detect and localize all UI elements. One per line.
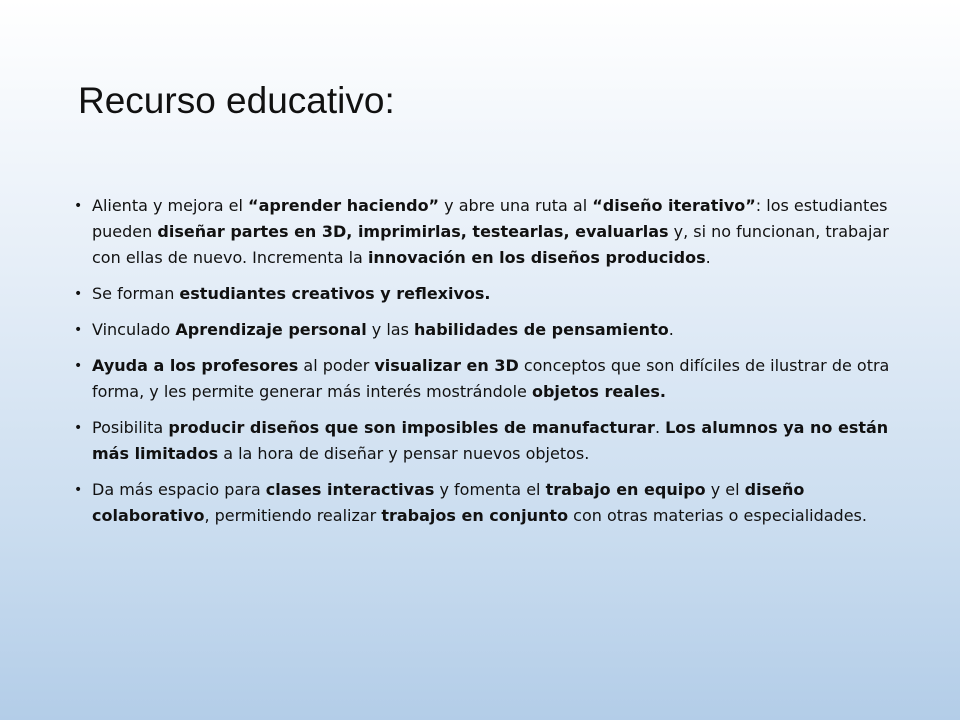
bold-text-segment: objetos reales. [531,382,666,401]
text-segment: Da más espacio para [92,480,266,499]
bold-text-segment: trabajos en conjunto [381,506,569,525]
bullet-item [74,193,904,271]
text-segment: . [654,418,666,437]
text-segment: . [705,248,711,267]
bold-text-segment: diseñar partes en 3D, imprimirlas, testearlas, evaluarlas [157,222,669,241]
text-segment: y fomenta el [434,480,546,499]
bullet-text [92,356,889,401]
bullet-item [74,317,904,343]
text-segment: . [668,320,674,339]
bullet-text [92,284,491,303]
text-segment: conceptos que son difíciles de ilustrar de otra forma, y les permite generar más interés mostrándole [92,356,890,401]
text-segment: y abre una ruta al [439,196,593,215]
text-segment: con otras materias o especialidades. [568,506,867,525]
text-segment: al poder [298,356,375,375]
bullet-marker: • [74,420,83,436]
bold-text-segment: “diseño iterativo” [592,196,756,215]
bullet-item [74,281,904,307]
bold-text-segment: visualizar en 3D [374,356,519,375]
bold-text-segment: Los alumnos ya no están más limitados [92,418,889,463]
bold-text-segment: clases interactivas [265,480,435,499]
bold-text-segment: trabajo en equipo [545,480,706,499]
bullet-item [74,415,904,467]
bold-text-segment: habilidades de pensamiento [414,320,669,339]
bullet-marker: • [74,358,83,374]
bold-text-segment: producir diseños que son imposibles de manufacturar [168,418,655,437]
bullet-marker: • [74,482,83,498]
bold-text-segment: Ayuda a los profesores [92,356,299,375]
bold-text-segment: “aprender haciendo” [248,196,440,215]
bullet-marker: • [74,322,83,338]
bullet-item [74,477,904,529]
bullet-marker: • [74,286,83,302]
bold-text-segment: innovación en los diseños producidos [367,248,706,267]
bullet-text [92,320,674,339]
text-segment: a la hora de diseñar y pensar nuevos objetos. [218,444,590,463]
bullet-item [74,353,904,405]
bullet-text [92,418,888,463]
bold-text-segment: Aprendizaje personal [175,320,367,339]
bold-text-segment: diseño colaborativo [92,480,805,525]
bold-text-segment: estudiantes creativos y reflexivos. [179,284,491,303]
bullet-marker: • [74,198,83,214]
text-segment: Alienta y mejora el [92,196,249,215]
text-segment: : los estudiantes pueden [92,196,888,241]
bullet-list [74,193,904,539]
text-segment: y, si no funcionan, trabajar con ellas de nuevo. Incrementa la [92,222,889,267]
text-segment: y las [366,320,415,339]
text-segment: Se forman [92,284,180,303]
text-segment: y el [705,480,745,499]
bullet-text [92,196,889,267]
slide-title: Recurso educativo: [78,80,395,121]
text-segment: , permitiendo realizar [204,506,382,525]
text-segment: Posibilita [92,418,169,437]
bullet-text [92,480,867,525]
text-segment: Vinculado [92,320,176,339]
